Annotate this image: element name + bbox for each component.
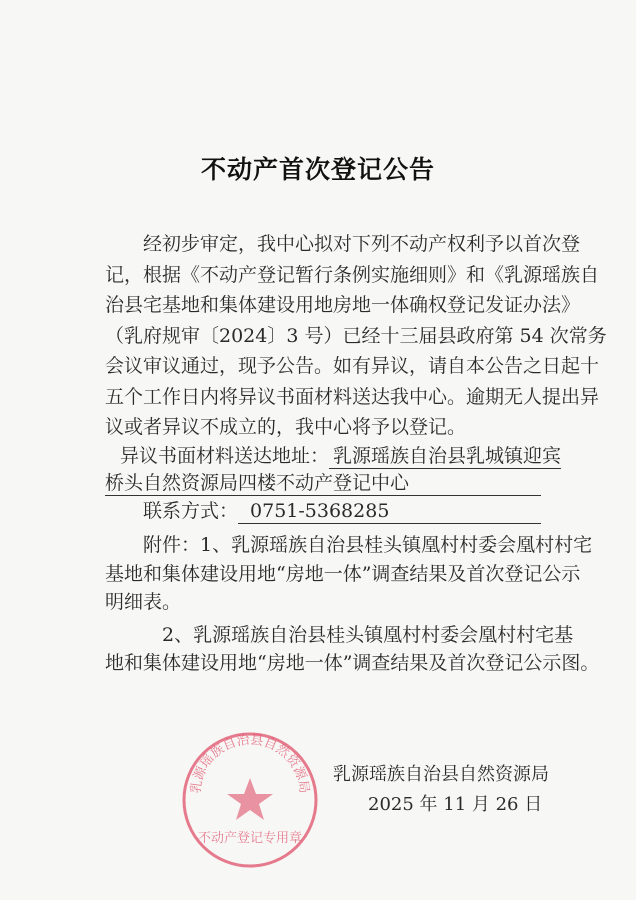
official-seal xyxy=(180,730,320,870)
body-line: 议或者异议不成立的，我中心将予以登记。 xyxy=(105,416,467,438)
body-line: （乳府规审〔2024〕3 号）已经十三届县政府第 54 次常务 xyxy=(105,325,607,347)
body-line: 会议审议通过，现予公告。如有异议，请自本公告之日起十 xyxy=(105,355,600,377)
body-line: 经初步审定，我中心拟对下列不动产权利予以首次登 xyxy=(143,233,581,255)
signature-date: 2025 年 11 月 26 日 xyxy=(368,794,543,815)
body-line: 记，根据《不动产登记暂行条例实施细则》和《乳源瑶族自 xyxy=(105,264,600,286)
address-row xyxy=(120,443,561,469)
svg-text:乳源瑶族自治县自然资源局: 乳源瑶族自治县自然资源局 xyxy=(188,732,312,795)
address-value-cont: 桥头自然资源局四楼不动产登记中心 xyxy=(105,470,541,496)
body-line: 五个工作日内将异议书面材料送达我中心。逾期无人提出异 xyxy=(105,386,600,408)
attachment-line: 地和集体建设用地“房地一体”调查结果及首次登记公示图。 xyxy=(105,652,600,674)
attachment-line: 明细表。 xyxy=(105,591,182,613)
address-label: 异议书面材料送达地址： xyxy=(120,445,330,467)
contact-label: 联系方式： xyxy=(143,500,239,522)
contact-phone: 0751-5368285 xyxy=(238,498,541,524)
body-line: 治县宅基地和集体建设用地房地一体确权登记发证办法》 xyxy=(105,294,581,316)
page-title: 不动产首次登记公告 xyxy=(200,155,435,184)
contact-row xyxy=(143,498,541,524)
attachment-line: 2、乳源瑶族自治县桂头镇凰村村委会凰村村宅基 xyxy=(162,624,574,646)
svg-text:不动产登记专用章: 不动产登记专用章 xyxy=(197,831,303,846)
address-value: 乳源瑶族自治县乳城镇迎宾 xyxy=(329,443,561,469)
attachment-line: 附件：1、乳源瑶族自治县桂头镇凰村村委会凰村村宅 xyxy=(143,534,593,556)
attachment-line: 基地和集体建设用地“房地一体”调查结果及首次登记公示 xyxy=(105,563,581,585)
signature-org: 乳源瑶族自治县自然资源局 xyxy=(333,764,549,785)
